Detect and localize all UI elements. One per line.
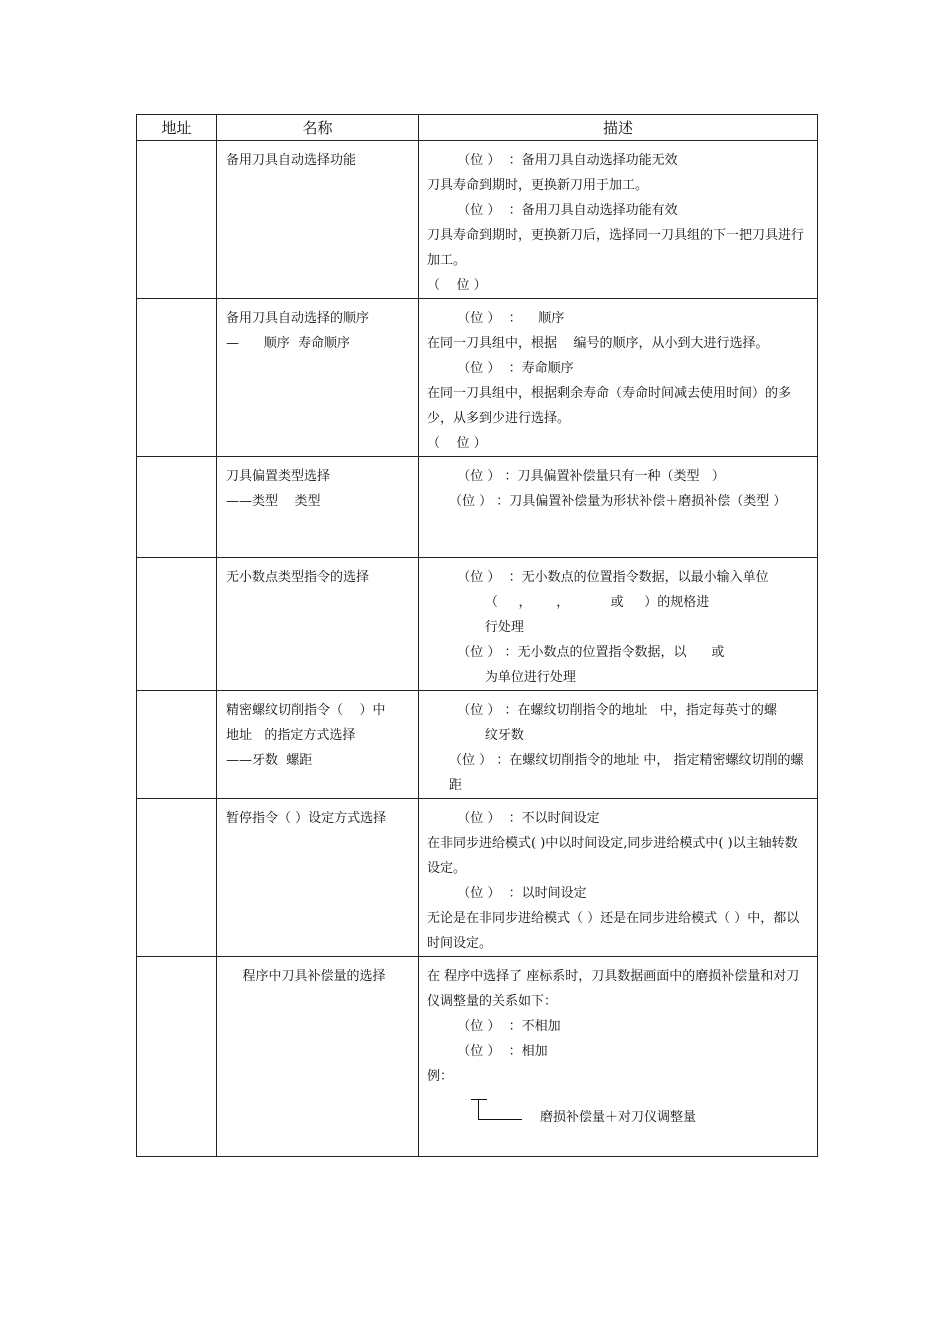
address-cell [137,799,217,957]
table-row [137,299,818,457]
name-cell [217,457,419,558]
table-row [137,691,818,799]
desc-line: 无论是在非同步进给模式（ ）还是在同步进给模式（ ）中，都以时间设定。 [427,911,800,951]
desc-line: （位 ） ：不相加 [449,1019,561,1034]
name-cell [217,558,419,691]
address-cell [137,299,217,457]
table-row [137,457,818,558]
example-diagram [427,1095,809,1135]
description-cell [419,558,818,691]
name-cell [217,799,419,957]
name-cell [217,141,419,299]
desc-line: 行处理 [427,620,524,635]
tool-diagram-vertical-line [478,1099,479,1119]
name-cell [217,691,419,799]
desc-line: （位 ） ： 顺序 [449,311,565,326]
desc-line: 刀具寿命到期时，更换新刀后，选择同一刀具组的下一把刀具进行加工。 [427,228,805,268]
name-cell [217,957,419,1157]
table-header-row [137,115,818,141]
address-cell [137,691,217,799]
description-cell [419,957,818,1157]
desc-line: （ 位 ） [427,436,487,451]
name-cell [217,299,419,457]
name-line: 程序中刀具补偿量的选择 [226,969,386,984]
table-row [137,558,818,691]
desc-line: （位 ） ：刀具偏置补偿量为形状补偿＋磨损补偿（类型 ） [449,494,787,509]
desc-line: （ ， ， 或 ）的规格进 [427,595,710,610]
name-line: 精密螺纹切削指令（ ）中 [226,703,386,718]
address-cell [137,141,217,299]
parameter-table [136,114,818,1157]
desc-line: （位 ） ：无小数点的位置指令数据，以最小输入单位 [449,570,769,585]
desc-line: （位 ） ：备用刀具自动选择功能无效 [449,153,678,168]
table-row [137,957,818,1157]
table-row [137,799,818,957]
desc-line: 在同一刀具组中，根据剩余寿命（寿命时间减去使用时间）的多少，从多到少进行选择。 [427,386,792,426]
desc-line: （位 ） ：不以时间设定 [449,811,600,826]
description-cell [419,141,818,299]
desc-line: 刀具寿命到期时，更换新刀用于加工。 [427,178,649,193]
desc-line: （ 位 ） [427,278,487,293]
description-cell [419,691,818,799]
desc-line: （位 ） ：以时间设定 [449,886,587,901]
description-cell [419,457,818,558]
name-line: 刀具偏置类型选择 [226,469,331,484]
name-line: 地址 的指定方式选择 [226,728,356,743]
desc-line: （位 ） ：备用刀具自动选择功能有效 [449,203,678,218]
desc-line: 例： [427,1069,454,1084]
description-cell [419,299,818,457]
desc-line: （位 ） ：无小数点的位置指令数据，以 或 [449,645,725,660]
header-description: 描述 [419,115,818,141]
name-line: 无小数点类型指令的选择 [226,570,370,585]
desc-line: 在同一刀具组中，根据 编号的顺序，从小到大进行选择。 [427,336,769,351]
address-cell [137,457,217,558]
tool-diagram-top-line [471,1099,487,1100]
name-line: — 顺序 寿命顺序 [226,336,351,351]
desc-line: 在 程序中选择了 座标系时，刀具数据画面中的磨损补偿量和对刀仪调整量的关系如下： [427,969,800,1009]
address-cell [137,558,217,691]
desc-line: 在非同步进给模式( )中以时间设定,同步进给模式中( )以主轴转数设定。 [427,836,798,876]
description-cell [419,799,818,957]
name-line: 备用刀具自动选择功能 [226,153,357,168]
header-name: 名称 [217,115,419,141]
name-line: ——牙数 螺距 [226,753,313,768]
example-label: 磨损补偿量＋对刀仪调整量 [540,1110,697,1125]
desc-line: （位 ） ：在螺纹切削指令的地址 中， 指定精密螺纹切削的螺距 [449,753,804,793]
header-address: 地址 [137,115,217,141]
table-row [137,141,818,299]
desc-line: （位 ） ：相加 [449,1044,548,1059]
tool-diagram-leader-line [478,1119,522,1120]
name-line: 暂停指令（ ）设定方式选择 [226,811,387,826]
name-line: ——类型 类型 [226,494,321,509]
desc-line: （位 ） ：刀具偏置补偿量只有一种（类型 ） [449,469,725,484]
name-line: 备用刀具自动选择的顺序 [226,311,370,326]
desc-line: 为单位进行处理 [427,670,576,685]
desc-line: （位 ） ：寿命顺序 [449,361,574,376]
desc-line: 纹牙数 [427,728,524,743]
address-cell [137,957,217,1157]
desc-line: （位 ） ：在螺纹切削指令的地址 中，指定每英寸的螺 [449,703,777,718]
